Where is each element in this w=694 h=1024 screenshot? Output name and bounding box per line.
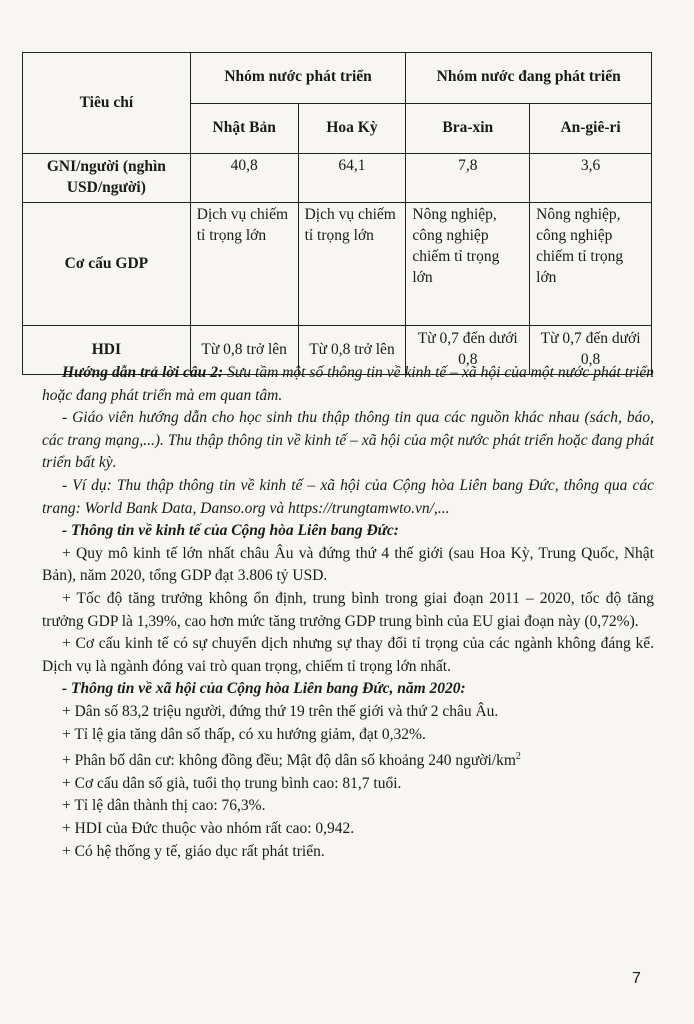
header-country: Bra-xin bbox=[406, 103, 530, 154]
guide-lead: Hướng dẫn trả lời câu 2: bbox=[62, 364, 224, 381]
society-item: + Tỉ lệ gia tăng dân số thấp, có xu hướng giảm, đạt 0,32%. bbox=[62, 725, 426, 743]
header-country: An-giê-ri bbox=[530, 103, 652, 154]
table-cell: Từ 0,8 trở lên bbox=[298, 326, 406, 375]
row-label: HDI bbox=[23, 326, 191, 375]
table-header-row bbox=[23, 53, 652, 104]
economy-item: + Tốc độ tăng trưởng không ổn định, trung bình trong giai đoạn 2011 – 2020, tốc độ tăng trưởng GDP là 1,39%, cao hơn mức tăng trưởng GDP trung bình của EU giai đoạn này (0,72%). bbox=[42, 589, 654, 630]
society-item: + Tỉ lệ dân thành thị cao: 76,3%. bbox=[62, 797, 266, 815]
table-cell: Từ 0,8 trở lên bbox=[190, 326, 298, 375]
row-label: GNI/người (nghìn USD/người) bbox=[23, 154, 191, 203]
economy-item: + Cơ cấu kinh tế có sự chuyển dịch nhưng sự thay đổi tỉ trọng của các ngành không đáng kể. Dịch vụ là ngành đóng vai trò quan trọng, chiếm tỉ trọng lớn nhất. bbox=[42, 635, 654, 675]
table-cell: 7,8 bbox=[406, 154, 530, 203]
guide-paragraph: - Giáo viên hướng dẫn cho học sinh thu thập thông tin qua các nguồn khác nhau (sách, báo, các trang mạng,...). Thu thập thông tin về kinh tế – xã hội của một nước phát triển hoặc đang phát triển bất kỳ. bbox=[42, 409, 654, 472]
guide-lead-rest: Sưu tầm một số thông tin về kinh tế – xã hội của một nước phát triển hoặc đang phát triển mà em quan tâm. bbox=[42, 364, 654, 404]
society-item: + Dân số 83,2 triệu người, đứng thứ 19 trên thế giới và thứ 2 châu Âu. bbox=[62, 702, 499, 720]
density-superscript: 2 bbox=[515, 751, 521, 763]
header-country: Hoa Kỳ bbox=[298, 103, 406, 154]
table-cell: 3,6 bbox=[530, 154, 652, 203]
guide-intro bbox=[42, 362, 654, 407]
table-cell: Từ 0,7 đến dưới 0,8 bbox=[406, 326, 530, 375]
page-number: 7 bbox=[632, 970, 641, 987]
row-label: Cơ cấu GDP bbox=[23, 203, 191, 326]
table-cell: Dịch vụ chiếm tỉ trọng lớn bbox=[190, 203, 298, 326]
society-item: + Cơ cấu dân số già, tuổi thọ trung bình cao: 81,7 tuổi. bbox=[62, 774, 402, 792]
table-cell: 64,1 bbox=[298, 154, 406, 203]
society-item: + HDI của Đức thuộc vào nhóm rất cao: 0,942. bbox=[62, 820, 355, 838]
table-cell: 40,8 bbox=[190, 154, 298, 203]
table-cell: Từ 0,7 đến dưới 0,8 bbox=[530, 326, 652, 375]
table-row bbox=[23, 154, 652, 203]
header-developing-group: Nhóm nước đang phát triển bbox=[406, 53, 652, 104]
table-cell: Nông nghiệp, công nghiệp chiếm tỉ trọng lớn bbox=[530, 203, 652, 326]
society-item: + Có hệ thống y tế, giáo dục rất phát triển. bbox=[62, 842, 325, 860]
header-country: Nhật Bản bbox=[190, 103, 298, 154]
density-text: + Phân bố dân cư: không đồng đều; Mật độ dân số khoảng 240 người/km bbox=[62, 752, 516, 770]
economy-item: + Quy mô kinh tế lớn nhất châu Âu và đứng thứ 4 thế giới (sau Hoa Kỳ, Trung Quốc, Nhật Bản), năm 2020, tổng GDP đạt 3.806 tỷ USD. bbox=[42, 544, 654, 585]
table-cell: Dịch vụ chiếm tỉ trọng lớn bbox=[298, 203, 406, 326]
society-item bbox=[42, 746, 654, 773]
table-cell: Nông nghiệp, công nghiệp chiếm tỉ trọng lớn bbox=[406, 203, 530, 326]
answer-guide bbox=[42, 362, 654, 863]
table-row bbox=[23, 203, 652, 326]
header-criteria: Tiêu chí bbox=[23, 53, 191, 154]
society-heading: - Thông tin về xã hội của Cộng hòa Liên bang Đức, năm 2020: bbox=[62, 680, 466, 698]
header-developed-group: Nhóm nước phát triển bbox=[190, 53, 406, 104]
guide-paragraph: - Ví dụ: Thu thập thông tin về kinh tế – xã hội của Cộng hòa Liên bang Đức, thông qua các trang: World Bank Data, Danso.org và https://trungtamwto.vn/,... bbox=[42, 476, 654, 517]
comparison-table bbox=[22, 52, 652, 375]
economy-heading: - Thông tin về kinh tế của Cộng hòa Liên bang Đức: bbox=[62, 522, 399, 540]
